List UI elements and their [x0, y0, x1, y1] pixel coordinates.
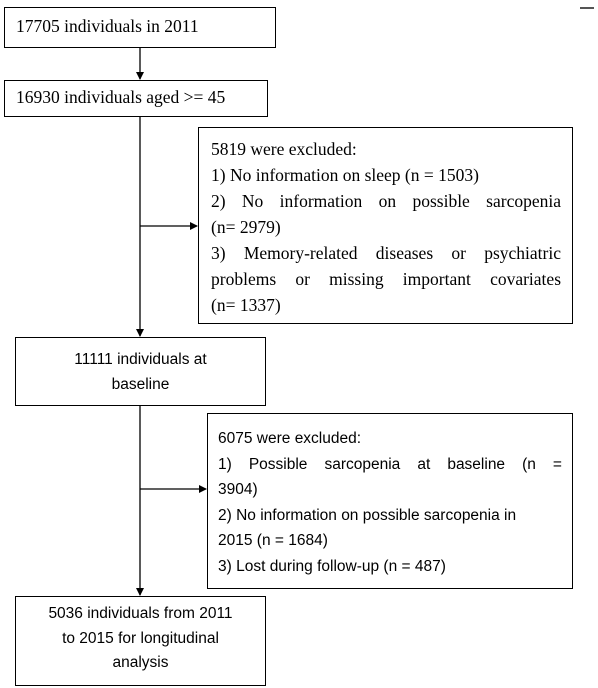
exclusion1-item-sarcopenia-count: (n= 2979) — [211, 217, 281, 237]
start-text: 17705 individuals in 2011 — [16, 16, 199, 36]
exclusion1-item-memory-cont: problems or missing important covariates — [211, 269, 561, 289]
exclusion1-item-sleep: 1) No information on sleep (n = 1503) — [211, 165, 479, 185]
baseline-text-line2: baseline — [111, 375, 170, 393]
exclusion1-item-memory-count: (n= 1337) — [211, 295, 281, 315]
exclusion2-item-baseline: 1) Possible sarcopenia at baseline (n = — [218, 455, 562, 473]
exclusion1-box — [198, 127, 573, 324]
aged-box — [4, 80, 268, 117]
exclusion2-item-2015-count: 2015 (n = 1684) — [218, 532, 328, 550]
baseline-box — [15, 337, 266, 406]
baseline-text-line1: 11111 individuals at — [74, 351, 207, 368]
exclusion2-item-followup: 3) Lost during follow-up (n = 487) — [218, 557, 446, 575]
final-box — [15, 596, 266, 686]
final-text-line3: analysis — [112, 654, 169, 671]
exclusion1-item-sarcopenia: 2) No information on possible sarcopenia — [211, 191, 561, 211]
exclusion1-item-memory: 3) Memory-related diseases or psychiatric — [211, 243, 561, 263]
start-box — [4, 7, 276, 48]
final-text-line1: 5036 individuals from 2011 — [48, 605, 233, 622]
exclusion1-header: 5819 were excluded: — [211, 139, 357, 159]
exclusion2-box — [207, 413, 573, 589]
aged-text: 16930 individuals aged >= 45 — [16, 87, 226, 107]
exclusion2-item-2015: 2) No information on possible sarcopenia in — [218, 506, 517, 524]
exclusion2-item-baseline-count: 3904) — [218, 481, 258, 499]
final-text-line2: to 2015 for longitudinal — [62, 629, 219, 647]
exclusion2-header: 6075 were excluded: — [218, 430, 362, 447]
